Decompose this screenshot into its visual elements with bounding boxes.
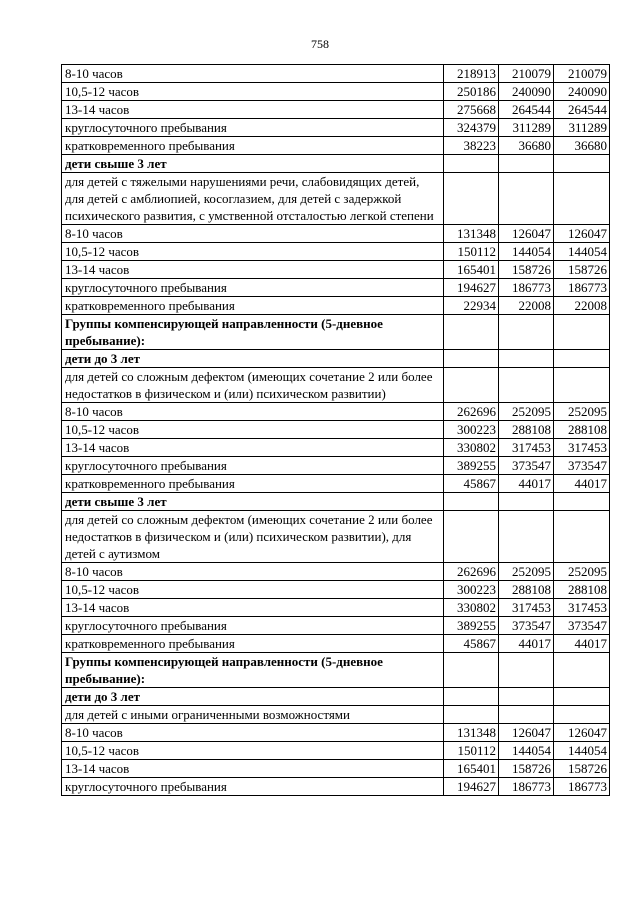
value-cell-1: 389255: [444, 617, 499, 635]
row-label: круглосуточного пребывания: [62, 119, 444, 137]
value-cell-1: [444, 173, 499, 225]
value-cell-2: 158726: [499, 760, 554, 778]
row-label: кратковременного пребывания: [62, 297, 444, 315]
table-row: [62, 421, 610, 439]
row-label: кратковременного пребывания: [62, 137, 444, 155]
value-cell-2: 186773: [499, 279, 554, 297]
value-cell-2: 44017: [499, 635, 554, 653]
description-row: [62, 706, 610, 724]
table-row: [62, 65, 610, 83]
value-cell-3: 311289: [554, 119, 610, 137]
value-cell-3: 186773: [554, 279, 610, 297]
table-row: [62, 617, 610, 635]
table-row: [62, 225, 610, 243]
table-row: [62, 724, 610, 742]
table-row: [62, 563, 610, 581]
value-cell-2: 252095: [499, 403, 554, 421]
value-cell-3: [554, 315, 610, 350]
table-row: [62, 599, 610, 617]
value-cell-1: [444, 315, 499, 350]
value-cell-3: 158726: [554, 760, 610, 778]
value-cell-1: 165401: [444, 261, 499, 279]
value-cell-3: 317453: [554, 599, 610, 617]
value-cell-2: 126047: [499, 724, 554, 742]
row-label: Группы компенсирующей направленности (5-дневное пребывание):: [62, 315, 444, 350]
description-row: [62, 173, 610, 225]
value-cell-1: 194627: [444, 279, 499, 297]
value-cell-3: 264544: [554, 101, 610, 119]
value-cell-1: 194627: [444, 778, 499, 796]
value-cell-1: 262696: [444, 403, 499, 421]
row-label: 8-10 часов: [62, 225, 444, 243]
value-cell-3: [554, 173, 610, 225]
table-row: [62, 403, 610, 421]
value-cell-1: 38223: [444, 137, 499, 155]
value-cell-3: 44017: [554, 475, 610, 493]
value-cell-2: 373547: [499, 457, 554, 475]
value-cell-1: [444, 350, 499, 368]
table-row: [62, 778, 610, 796]
row-label: дети свыше 3 лет: [62, 155, 444, 173]
value-cell-3: 288108: [554, 581, 610, 599]
value-cell-1: [444, 155, 499, 173]
table-row: [62, 137, 610, 155]
table-row: [62, 83, 610, 101]
value-cell-3: 126047: [554, 225, 610, 243]
value-cell-3: 36680: [554, 137, 610, 155]
value-cell-1: 250186: [444, 83, 499, 101]
table-row: [62, 439, 610, 457]
value-cell-2: [499, 350, 554, 368]
value-cell-3: 158726: [554, 261, 610, 279]
table-row: [62, 101, 610, 119]
value-cell-2: [499, 173, 554, 225]
table-row: [62, 581, 610, 599]
row-label: 8-10 часов: [62, 563, 444, 581]
table-row: [62, 119, 610, 137]
tariff-table: [61, 64, 610, 796]
section-heading-row: [62, 688, 610, 706]
table-row: [62, 261, 610, 279]
table-row: [62, 297, 610, 315]
row-label: 13-14 часов: [62, 439, 444, 457]
value-cell-1: [444, 688, 499, 706]
row-label: 10,5-12 часов: [62, 421, 444, 439]
value-cell-2: [499, 706, 554, 724]
value-cell-3: [554, 493, 610, 511]
table-row: [62, 457, 610, 475]
value-cell-3: 22008: [554, 297, 610, 315]
row-label: 13-14 часов: [62, 261, 444, 279]
value-cell-2: 373547: [499, 617, 554, 635]
value-cell-3: 373547: [554, 457, 610, 475]
value-cell-2: 252095: [499, 563, 554, 581]
value-cell-3: 373547: [554, 617, 610, 635]
row-label: дети до 3 лет: [62, 350, 444, 368]
value-cell-2: 158726: [499, 261, 554, 279]
table-row: [62, 243, 610, 261]
description-row: [62, 368, 610, 403]
row-label: 13-14 часов: [62, 760, 444, 778]
section-heading-row: [62, 155, 610, 173]
value-cell-2: 288108: [499, 581, 554, 599]
value-cell-1: 165401: [444, 760, 499, 778]
table-row: [62, 635, 610, 653]
table-body: [62, 65, 610, 796]
value-cell-3: [554, 653, 610, 688]
row-label: 10,5-12 часов: [62, 83, 444, 101]
table-row: [62, 742, 610, 760]
value-cell-1: [444, 511, 499, 563]
row-label: для детей с иными ограниченными возможностями: [62, 706, 444, 724]
row-label: 8-10 часов: [62, 724, 444, 742]
row-label: кратковременного пребывания: [62, 635, 444, 653]
value-cell-3: 252095: [554, 403, 610, 421]
value-cell-2: 317453: [499, 439, 554, 457]
row-label: 13-14 часов: [62, 599, 444, 617]
row-label: 10,5-12 часов: [62, 581, 444, 599]
value-cell-3: 317453: [554, 439, 610, 457]
value-cell-1: 150112: [444, 742, 499, 760]
value-cell-2: [499, 511, 554, 563]
value-cell-3: 186773: [554, 778, 610, 796]
row-label: круглосуточного пребывания: [62, 778, 444, 796]
value-cell-1: [444, 653, 499, 688]
value-cell-2: 240090: [499, 83, 554, 101]
value-cell-2: [499, 493, 554, 511]
value-cell-3: 210079: [554, 65, 610, 83]
row-label: круглосуточного пребывания: [62, 617, 444, 635]
row-label: дети свыше 3 лет: [62, 493, 444, 511]
description-row: [62, 511, 610, 563]
value-cell-3: 288108: [554, 421, 610, 439]
value-cell-1: 324379: [444, 119, 499, 137]
value-cell-1: 275668: [444, 101, 499, 119]
value-cell-3: 126047: [554, 724, 610, 742]
value-cell-3: [554, 511, 610, 563]
value-cell-1: 389255: [444, 457, 499, 475]
value-cell-3: [554, 368, 610, 403]
value-cell-1: 45867: [444, 635, 499, 653]
value-cell-3: 240090: [554, 83, 610, 101]
value-cell-2: [499, 315, 554, 350]
row-label: для детей со сложным дефектом (имеющих сочетание 2 или более недостатков в физическом и (или) психическом развитии): [62, 368, 444, 403]
section-heading-row: [62, 315, 610, 350]
row-label: 13-14 часов: [62, 101, 444, 119]
value-cell-2: [499, 155, 554, 173]
row-label: круглосуточного пребывания: [62, 279, 444, 297]
value-cell-2: [499, 368, 554, 403]
row-label: круглосуточного пребывания: [62, 457, 444, 475]
value-cell-2: 36680: [499, 137, 554, 155]
value-cell-1: 300223: [444, 581, 499, 599]
page-number: 758: [311, 37, 329, 51]
row-label: для детей с тяжелыми нарушениями речи, слабовидящих детей, для детей с амблиопией, косоглазием, для детей с задержкой психического развития, с умственной отсталостью легкой степени: [62, 173, 444, 225]
value-cell-3: 144054: [554, 243, 610, 261]
value-cell-3: [554, 688, 610, 706]
value-cell-1: 45867: [444, 475, 499, 493]
value-cell-2: [499, 653, 554, 688]
row-label: 10,5-12 часов: [62, 742, 444, 760]
value-cell-1: 300223: [444, 421, 499, 439]
value-cell-2: 186773: [499, 778, 554, 796]
value-cell-2: 22008: [499, 297, 554, 315]
value-cell-1: 150112: [444, 243, 499, 261]
value-cell-2: 317453: [499, 599, 554, 617]
row-label: 10,5-12 часов: [62, 243, 444, 261]
value-cell-2: 126047: [499, 225, 554, 243]
value-cell-2: 210079: [499, 65, 554, 83]
value-cell-3: 144054: [554, 742, 610, 760]
value-cell-1: 131348: [444, 225, 499, 243]
value-cell-3: [554, 706, 610, 724]
value-cell-2: 144054: [499, 243, 554, 261]
table-row: [62, 279, 610, 297]
value-cell-3: 44017: [554, 635, 610, 653]
section-heading-row: [62, 653, 610, 688]
value-cell-1: 218913: [444, 65, 499, 83]
table-row: [62, 475, 610, 493]
value-cell-2: [499, 688, 554, 706]
value-cell-1: [444, 368, 499, 403]
section-heading-row: [62, 493, 610, 511]
value-cell-1: [444, 706, 499, 724]
value-cell-1: 330802: [444, 599, 499, 617]
value-cell-2: 144054: [499, 742, 554, 760]
row-label: кратковременного пребывания: [62, 475, 444, 493]
value-cell-1: 262696: [444, 563, 499, 581]
value-cell-1: [444, 493, 499, 511]
value-cell-1: 131348: [444, 724, 499, 742]
value-cell-1: 330802: [444, 439, 499, 457]
value-cell-3: [554, 350, 610, 368]
value-cell-3: [554, 155, 610, 173]
row-label: 8-10 часов: [62, 403, 444, 421]
value-cell-2: 311289: [499, 119, 554, 137]
value-cell-2: 264544: [499, 101, 554, 119]
table-row: [62, 760, 610, 778]
section-heading-row: [62, 350, 610, 368]
value-cell-1: 22934: [444, 297, 499, 315]
value-cell-2: 288108: [499, 421, 554, 439]
row-label: Группы компенсирующей направленности (5-дневное пребывание):: [62, 653, 444, 688]
row-label: 8-10 часов: [62, 65, 444, 83]
row-label: для детей со сложным дефектом (имеющих сочетание 2 или более недостатков в физическом и (или) психическом развитии), для детей с аутизмом: [62, 511, 444, 563]
value-cell-2: 44017: [499, 475, 554, 493]
value-cell-3: 252095: [554, 563, 610, 581]
row-label: дети до 3 лет: [62, 688, 444, 706]
